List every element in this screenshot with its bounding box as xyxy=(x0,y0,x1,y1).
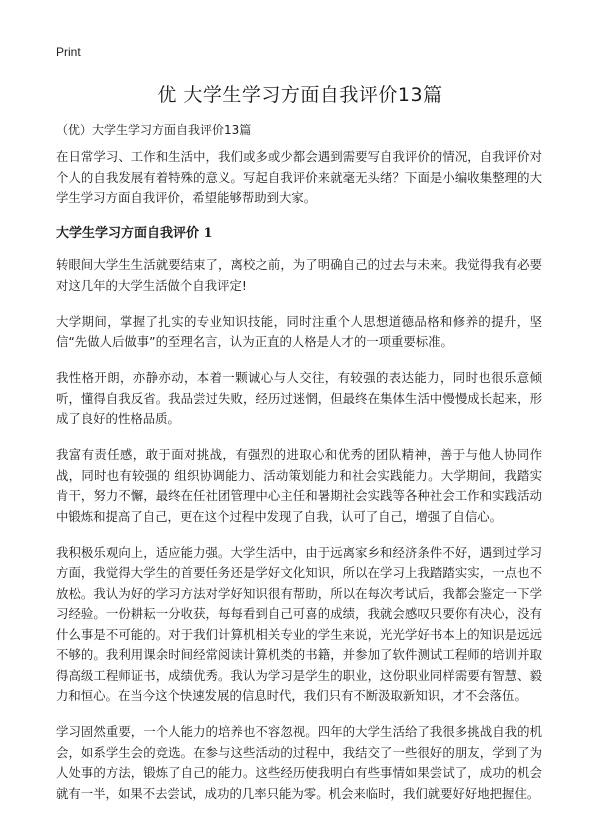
body-paragraph: 学习固然重要，一个人能力的培养也不容忽视。四年的大学生活给了我很多挑战自我的机会，如系学生会的竞选。在参与这些活动的过程中，我结交了一些很好的朋友，学到了为人处事的方法，锻炼了自己的能力。这些经历使我明白有些事情如果尝试了，成功的机会就有一半，如果不去尝试，成功的几率只能为零。机会来临时，我们就要好好地把握住。 xyxy=(56,724,542,801)
body-paragraph: 我性格开朗，亦静亦动，本着一颗诚心与人交往，有较强的表达能力，同时也很乐意倾听，懂得自我反省。我品尝过失败，经历过迷惘，但最终在集体生活中慢慢成长起来，形成了良好的性格品质。 xyxy=(56,370,542,426)
section-heading: 大学生学习方面自我评价 1 xyxy=(56,226,213,241)
body-paragraph: 大学期间，掌握了扎实的专业知识技能，同时注重个人思想道德品格和修养的提升，坚信“先做人后做事”的至理名言，认为正直的人格是人才的一项重要标准。 xyxy=(56,313,542,349)
page-title: 优 大学生学习方面自我评价13篇 xyxy=(157,84,443,106)
document-subtitle: （优）大学生学习方面自我评价13篇 xyxy=(56,123,252,137)
document-body xyxy=(56,147,542,820)
body-paragraph: 我积极乐观向上，适应能力强。大学生活中，由于远离家乡和经济条件不好，遇到过学习方面，我觉得大学生的首要任务还是学好文化知识，所以在学习上我踏踏实实，一点也不放松。我认为好的学习方法对学好知识很有帮助，所以在每次考试后，我都会鉴定一下学习经验。一份耕耘一分收获，每每看到自己可喜的成绩，我就会感叹只要你有决心，没有什么事是不可能的。对于我们计算机相关专业的学生来说，光光学好书本上的知识是远远不够的。我利用课余时间经常阅读计算机类的书籍，并参加了软件测试工程师的培训并取得高级工程师证书，成绩优秀。我认为学习是学生的职业，这份职业同样需要有智慧、毅力和恒心。在当今这个快速发展的信息时代，我们只有不断汲取新知识，才不会落伍。 xyxy=(56,544,542,703)
body-paragraph: 我富有责任感，敢于面对挑战，有强烈的进取心和优秀的团队精神，善于与他人协同作战，同时也有较强的 组织协调能力、活动策划能力和社会实践能力。大学期间，我踏实肯干，努力不懈，最终在任社团管理中心主任和暑期社会实践等各种社会工作和实践活动中锻炼和提高了自己，更在这个过程中发现了自我，认可了自己，增强了自信心。 xyxy=(56,447,542,524)
print-link[interactable]: Print xyxy=(56,45,81,59)
intro-paragraph: 在日常学习、工作和生活中，我们或多或少都会遇到需要写自我评价的情况，自我评价对个人的自我发展有着特殊的意义。写起自我评价来就毫无头绪？下面是小编收集整理的大学生学习方面自我评价，希望能够帮助到大家。 xyxy=(56,149,542,205)
body-paragraph: 转眼间大学生生活就要结束了，离校之前，为了明确自己的过去与未来。我觉得我有必要对这几年的大学生活做个自我评定! xyxy=(56,257,542,293)
